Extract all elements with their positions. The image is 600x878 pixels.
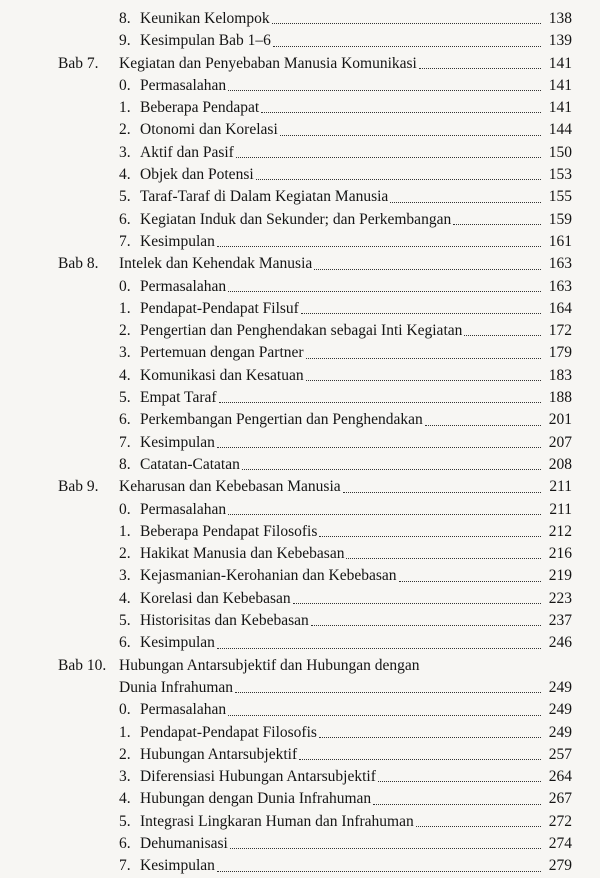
toc-line	[119, 811, 572, 833]
page-number: 267	[548, 790, 572, 808]
dot-leader	[453, 218, 541, 225]
dot-leader	[306, 374, 541, 381]
toc-entry[interactable]	[0, 253, 600, 275]
toc-entry[interactable]	[0, 432, 600, 454]
dot-leader	[256, 173, 541, 180]
table-of-contents	[0, 8, 600, 878]
dot-leader	[311, 619, 541, 626]
dot-leader	[230, 842, 541, 849]
section-number: 5.	[119, 812, 131, 830]
dot-leader	[399, 575, 542, 582]
toc-line	[119, 342, 572, 364]
toc-line	[119, 766, 572, 788]
toc-line	[119, 253, 572, 275]
section-title: Objek dan Potensi	[140, 166, 254, 184]
toc-line	[119, 142, 572, 164]
chapter-title: Hubungan Antarsubjektif dan Hubungan dengan	[119, 656, 420, 674]
page-number: 207	[548, 433, 572, 451]
section-title: Permasalahan	[140, 277, 227, 295]
section-number: 5.	[119, 389, 131, 407]
section-title: Historisitas dan Kebebasan	[140, 612, 309, 630]
toc-entry[interactable]	[0, 565, 600, 587]
toc-entry[interactable]	[0, 209, 600, 231]
page-number: 153	[548, 166, 572, 184]
page-number: 141	[548, 76, 572, 94]
toc-entry[interactable]	[0, 53, 600, 75]
dot-leader	[235, 686, 541, 693]
dot-leader	[378, 775, 541, 782]
page-number: 155	[548, 188, 572, 206]
section-number: 4.	[119, 589, 131, 607]
page-number: 188	[548, 389, 572, 407]
toc-line	[119, 855, 572, 877]
section-number: 4.	[119, 790, 131, 808]
toc-entry[interactable]	[0, 499, 600, 521]
section-title: Empat Taraf	[140, 389, 217, 407]
dot-leader	[346, 552, 541, 559]
section-number: 8.	[119, 455, 131, 473]
page-number: 163	[548, 255, 572, 273]
chapter-title: Intelek dan Kehendak Manusia	[119, 255, 313, 273]
dot-leader	[280, 129, 541, 136]
toc-line	[119, 365, 572, 387]
section-title: Kesimpulan	[140, 634, 215, 652]
section-number: 3.	[119, 567, 131, 585]
toc-entry[interactable]	[0, 8, 600, 30]
page-number: 249	[548, 723, 572, 741]
dot-leader	[416, 820, 541, 827]
toc-line	[119, 722, 572, 744]
section-number: 6.	[119, 834, 131, 852]
toc-entry[interactable]	[0, 521, 600, 543]
toc-line	[119, 209, 572, 231]
toc-line	[119, 231, 572, 253]
section-title: Beberapa Pendapat	[140, 99, 260, 117]
section-number: 2.	[119, 545, 131, 563]
section-title: Permasalahan	[140, 76, 227, 94]
section-number: 7.	[119, 232, 131, 250]
section-number: 6.	[119, 210, 131, 228]
page-number: 150	[548, 143, 572, 161]
section-title: Dehumanisasi	[140, 834, 228, 852]
section-number: 2.	[119, 322, 131, 340]
dot-leader	[314, 263, 541, 270]
chapter-title: Keharusan dan Kebebasan Manusia	[119, 478, 341, 496]
section-number: 4.	[119, 166, 131, 184]
page-number: 172	[548, 322, 572, 340]
toc-entry[interactable]	[0, 320, 600, 342]
toc-entry[interactable]	[0, 766, 600, 788]
chapter-label: Bab 8.	[58, 255, 99, 273]
toc-entry[interactable]	[0, 655, 600, 677]
section-title: Kegiatan Induk dan Sekunder; dan Perkembangan	[140, 210, 452, 228]
toc-line	[119, 387, 572, 409]
section-title: Taraf-Taraf di Dalam Kegiatan Manusia	[140, 188, 389, 206]
section-title: Pendapat-Pendapat Filosofis	[140, 723, 317, 741]
dot-leader	[228, 84, 541, 91]
page-number: 219	[548, 567, 572, 585]
page-number: 201	[548, 411, 572, 429]
page-number: 279	[548, 857, 572, 875]
page-number: 163	[548, 277, 572, 295]
toc-line	[119, 543, 572, 565]
page-number: 211	[549, 478, 572, 496]
toc-entry[interactable]	[0, 744, 600, 766]
section-number: 4.	[119, 366, 131, 384]
toc-line	[119, 476, 572, 498]
toc-entry[interactable]	[0, 811, 600, 833]
section-number: 2.	[119, 745, 131, 763]
section-number: 2.	[119, 121, 131, 139]
dot-leader	[343, 486, 541, 493]
toc-entry[interactable]	[0, 365, 600, 387]
toc-line	[119, 788, 572, 810]
toc-line	[119, 75, 572, 97]
page-number: 141	[548, 99, 572, 117]
page-number: 272	[548, 812, 572, 830]
page-number: 274	[548, 834, 572, 852]
toc-line	[119, 97, 572, 119]
toc-page	[0, 8, 600, 878]
page-number: 138	[548, 10, 572, 27]
toc-line	[119, 409, 572, 431]
section-title: Integrasi Lingkaran Human dan Infrahuman	[140, 812, 414, 830]
toc-entry[interactable]	[0, 119, 600, 141]
section-title: Perkembangan Pengertian dan Penghendakan	[140, 411, 423, 429]
toc-entry[interactable]	[0, 476, 600, 498]
dot-leader	[261, 106, 541, 113]
section-title: Korelasi dan Kebebasan	[140, 589, 291, 607]
toc-entry[interactable]	[0, 722, 600, 744]
toc-entry[interactable]	[0, 164, 600, 186]
toc-line	[119, 565, 572, 587]
section-title: Permasalahan	[140, 500, 227, 518]
dot-leader	[390, 196, 541, 203]
page-number: 139	[548, 32, 572, 50]
dot-leader	[273, 40, 541, 47]
section-number: 1.	[119, 723, 131, 741]
section-number: 8.	[119, 10, 131, 27]
toc-entry[interactable]	[0, 387, 600, 409]
page-number: 161	[548, 232, 572, 250]
dot-leader	[217, 441, 541, 448]
dot-leader	[464, 329, 541, 336]
dot-leader	[236, 151, 541, 158]
chapter-title: Dunia Infrahuman	[119, 678, 234, 696]
page-number: 212	[548, 522, 572, 540]
dot-leader	[228, 285, 541, 292]
dot-leader	[228, 508, 541, 515]
dot-leader	[419, 62, 541, 69]
page-number: 249	[548, 678, 572, 696]
toc-line	[119, 119, 572, 141]
page-number: 257	[548, 745, 572, 763]
section-title: Kesimpulan	[140, 857, 215, 875]
section-title: Pengertian dan Penghendakan sebagai Inti Kegiatan	[140, 322, 463, 340]
toc-line	[119, 164, 572, 186]
dot-leader	[242, 463, 541, 470]
toc-line	[119, 30, 572, 52]
toc-line	[119, 699, 572, 721]
chapter-title: Kegiatan dan Penyebaban Manusia Komunikasi	[119, 54, 417, 72]
toc-entry[interactable]	[0, 409, 600, 431]
toc-entry[interactable]	[0, 342, 600, 364]
toc-line	[119, 588, 572, 610]
section-number: 7.	[119, 433, 131, 451]
toc-entry[interactable]	[0, 855, 600, 877]
toc-entry[interactable]	[0, 588, 600, 610]
toc-line	[119, 8, 572, 30]
dot-leader	[272, 17, 541, 24]
page-number: 211	[549, 500, 572, 518]
dot-leader	[293, 597, 541, 604]
dot-leader	[373, 798, 541, 805]
dot-leader	[319, 530, 541, 537]
toc-line	[119, 744, 572, 766]
toc-entry[interactable]	[0, 276, 600, 298]
page-number: 183	[548, 366, 572, 384]
toc-entry[interactable]	[0, 833, 600, 855]
page-number: 216	[548, 545, 572, 563]
dot-leader	[319, 731, 541, 738]
section-number: 1.	[119, 99, 131, 117]
section-number: 0.	[119, 277, 131, 295]
page-number: 264	[548, 768, 572, 786]
toc-line	[119, 632, 572, 654]
section-title: Kesimpulan	[140, 232, 215, 250]
section-title: Catatan-Catatan	[140, 455, 240, 473]
section-title: Kesimpulan	[140, 433, 215, 451]
chapter-label: Bab 10.	[58, 656, 107, 674]
toc-line	[119, 521, 572, 543]
toc-line	[119, 610, 572, 632]
dot-leader	[217, 865, 541, 872]
dot-leader	[425, 419, 541, 426]
section-number: 5.	[119, 188, 131, 206]
toc-entry[interactable]	[0, 699, 600, 721]
toc-entry[interactable]	[0, 610, 600, 632]
dot-leader	[228, 709, 541, 716]
section-title: Kesimpulan Bab 1–6	[140, 32, 271, 50]
section-title: Hubungan dengan Dunia Infrahuman	[140, 790, 372, 808]
toc-line	[119, 186, 572, 208]
toc-entry[interactable]	[0, 788, 600, 810]
page-number: 141	[548, 54, 572, 72]
dot-leader	[306, 352, 541, 359]
section-number: 7.	[119, 857, 131, 875]
toc-entry[interactable]	[0, 543, 600, 565]
page-number: 159	[548, 210, 572, 228]
section-number: 3.	[119, 768, 131, 786]
section-number: 0.	[119, 701, 131, 719]
toc-entry[interactable]	[0, 30, 600, 52]
section-number: 9.	[119, 32, 131, 50]
toc-entry[interactable]	[0, 142, 600, 164]
page-number: 246	[548, 634, 572, 652]
section-title: Pertemuan dengan Partner	[140, 344, 304, 362]
page-number: 164	[548, 299, 572, 317]
toc-line	[119, 298, 572, 320]
section-title: Aktif dan Pasif	[140, 143, 234, 161]
toc-entry[interactable]	[0, 97, 600, 119]
section-title: Hubungan Antarsubjektif	[140, 745, 298, 763]
page-number: 223	[548, 589, 572, 607]
page-number: 208	[548, 455, 572, 473]
section-title: Komunikasi dan Kesatuan	[140, 366, 304, 384]
section-number: 3.	[119, 344, 131, 362]
section-number: 3.	[119, 143, 131, 161]
toc-entry[interactable]	[0, 186, 600, 208]
dot-leader	[299, 753, 541, 760]
section-number: 5.	[119, 612, 131, 630]
page-number: 237	[548, 612, 572, 630]
toc-line	[119, 454, 572, 476]
section-title: Keunikan Kelompok	[140, 10, 270, 27]
toc-entry[interactable]	[0, 632, 600, 654]
section-number: 6.	[119, 634, 131, 652]
toc-line	[119, 833, 572, 855]
section-number: 1.	[119, 522, 131, 540]
toc-line	[119, 499, 572, 521]
section-title: Permasalahan	[140, 701, 227, 719]
dot-leader	[217, 642, 541, 649]
section-number: 0.	[119, 500, 131, 518]
toc-line	[119, 276, 572, 298]
toc-line	[119, 677, 572, 699]
toc-line	[119, 53, 572, 75]
section-number: 6.	[119, 411, 131, 429]
page-number: 144	[548, 121, 572, 139]
dot-leader	[217, 240, 541, 247]
section-number: 0.	[119, 76, 131, 94]
toc-entry[interactable]	[0, 75, 600, 97]
toc-entry[interactable]	[0, 454, 600, 476]
dot-leader	[219, 396, 541, 403]
toc-entry[interactable]	[0, 298, 600, 320]
section-title: Pendapat-Pendapat Filsuf	[140, 299, 299, 317]
toc-entry[interactable]	[0, 231, 600, 253]
section-title: Beberapa Pendapat Filosofis	[140, 522, 318, 540]
page-number: 179	[548, 344, 572, 362]
chapter-label: Bab 9.	[58, 478, 99, 496]
section-title: Kejasmanian-Kerohanian dan Kebebasan	[140, 567, 397, 585]
section-title: Diferensiasi Hubungan Antarsubjektif	[140, 768, 376, 786]
page-number: 249	[548, 701, 572, 719]
toc-line	[119, 432, 572, 454]
section-number: 1.	[119, 299, 131, 317]
section-title: Hakikat Manusia dan Kebebasan	[140, 545, 345, 563]
toc-entry[interactable]	[0, 677, 600, 699]
dot-leader	[301, 307, 541, 314]
section-title: Otonomi dan Korelasi	[140, 121, 278, 139]
toc-line	[119, 320, 572, 342]
chapter-label: Bab 7.	[58, 54, 99, 72]
